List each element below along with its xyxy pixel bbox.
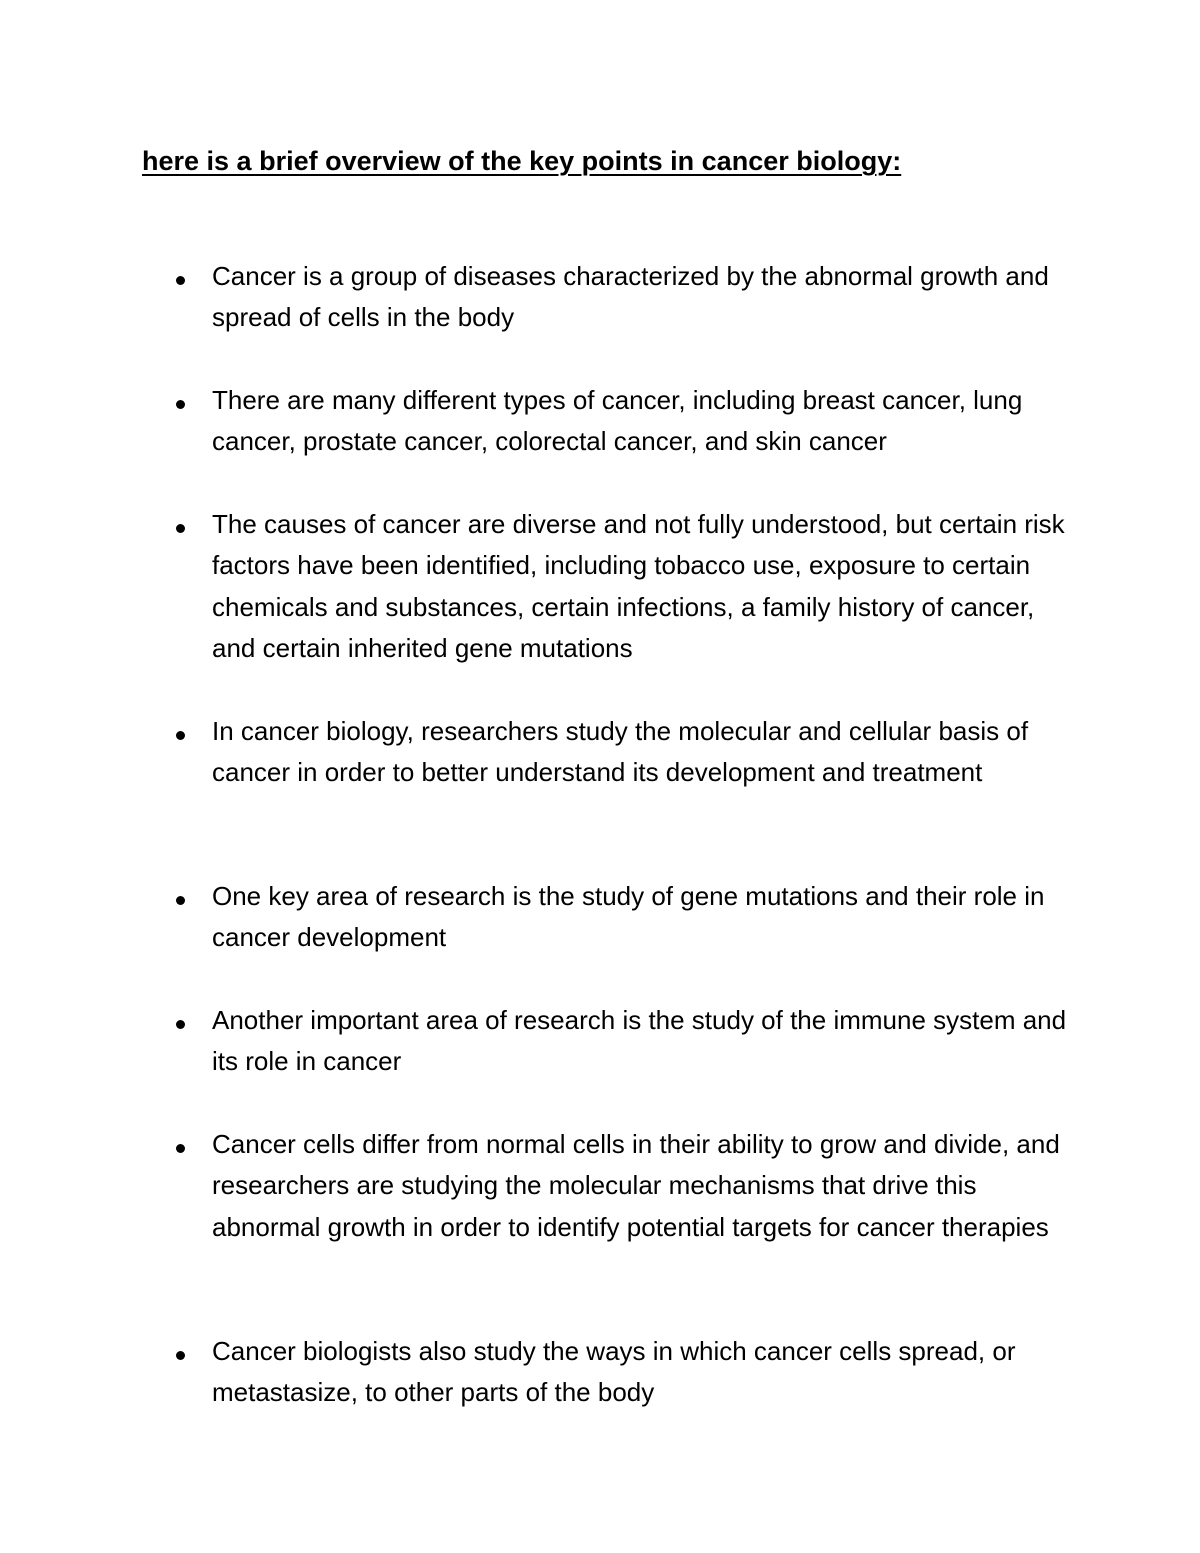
document-heading: here is a brief overview of the key points in cancer biology: — [142, 146, 902, 176]
list-item-text: Cancer cells differ from normal cells in their ability to grow and divide, and researchers are studying the molecular mechanisms that drive this abnormal growth in order to identify potential targets for cancer therapies — [212, 1129, 1060, 1242]
bullet-icon — [176, 276, 185, 285]
bullet-icon — [176, 1144, 185, 1153]
bullet-icon — [176, 1351, 185, 1360]
bullet-icon — [176, 1020, 185, 1029]
list-item-text: In cancer biology, researchers study the molecular and cellular basis of cancer in order to better understand its development and treatment — [212, 716, 1029, 788]
bullet-icon — [176, 400, 185, 409]
list-item-text: The causes of cancer are diverse and not fully understood, but certain risk factors have been identified, including tobacco use, exposure to certain chemicals and substances, certain infections, a family history of cancer, and certain inherited gene mutations — [212, 509, 1065, 663]
bullet-icon — [176, 896, 185, 905]
list-item-text: There are many different types of cancer, including breast cancer, lung cancer, prostate cancer, colorectal cancer, and skin cancer — [212, 385, 1023, 457]
list-item-text: Cancer biologists also study the ways in which cancer cells spread, or metastasize, to other parts of the body — [212, 1336, 1016, 1408]
list-item-text: Cancer is a group of diseases characterized by the abnormal growth and spread of cells in the body — [212, 261, 1049, 333]
bullet-icon — [176, 731, 185, 740]
list-item-text: One key area of research is the study of gene mutations and their role in cancer development — [212, 881, 1045, 953]
list-item-text: Another important area of research is the study of the immune system and its role in cancer — [212, 1005, 1067, 1077]
bullet-icon — [176, 524, 185, 533]
